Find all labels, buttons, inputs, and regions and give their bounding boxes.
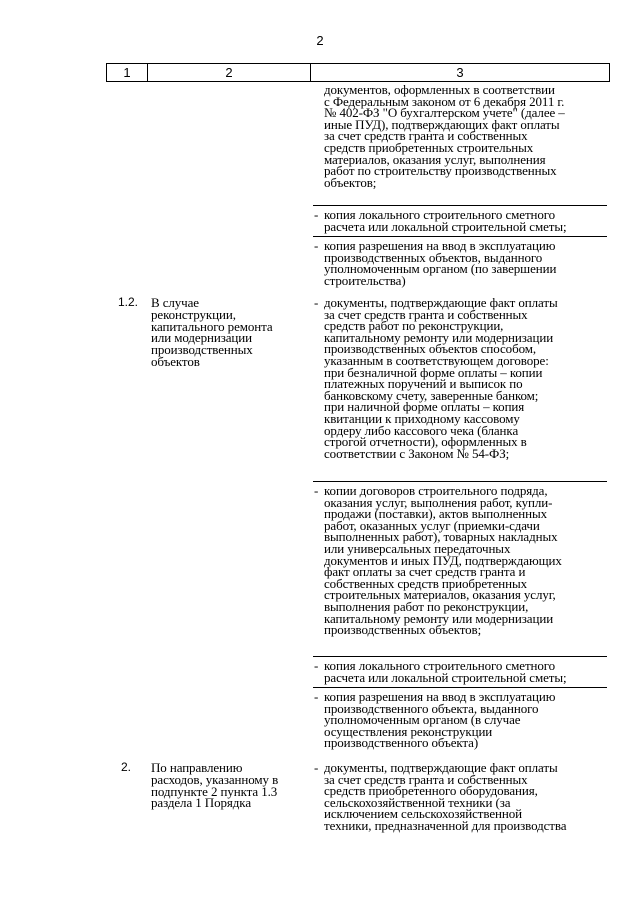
row-number: 2. bbox=[121, 760, 132, 774]
row-separator bbox=[313, 481, 607, 482]
bullet-dash: - bbox=[314, 760, 319, 775]
bullet-item: копии договоров строительного подряда, оказания услуг, выполнения работ, купли- продажи (поставки), актов выполненных работ, оказанных услуг (приемки-сдачи выполненных работ), товарных накладных или универсальных передаточных документов и иных ПУД, подтверждающих факт оплаты за счет средств гранта и собственных средств приобретенных строительных материалов, оказания услуг, выполнения работ по реконструкции, капитальному ремонту или модернизации производственных объектов; bbox=[324, 483, 562, 638]
bullet-dash: - bbox=[314, 295, 319, 310]
row-description: По направлению расходов, указанному в подпункте 2 пункта 1.3 раздела 1 Порядка bbox=[151, 760, 279, 811]
row-separator bbox=[313, 205, 607, 206]
bullet-dash: - bbox=[314, 658, 319, 673]
bullet-dash: - bbox=[314, 689, 319, 704]
bullet-dash: - bbox=[314, 483, 319, 498]
bullet-dash: - bbox=[314, 238, 319, 253]
bullet-item: копия локального строительного сметного расчета или локальной строительной сметы; bbox=[324, 658, 567, 685]
bullet-item: копия разрешения на ввод в эксплуатацию производственного объекта, выданного уполномоченным органом (в случае осуществления реконструкции производственного объекта) bbox=[324, 689, 556, 751]
row-description: В случае реконструкции, капитального ремонта или модернизации производственных объектов bbox=[151, 295, 273, 369]
column-header-3: 3 bbox=[310, 63, 610, 82]
bullet-item: документы, подтверждающие факт оплаты за счет средств гранта и собственных средств приобретенного оборудования, сельскохозяйственной техники (за исключением сельскохозяйственной техники, предназначенной для производства bbox=[324, 760, 567, 833]
bullet-item: копия локального строительного сметного расчета или локальной строительной сметы; bbox=[324, 207, 567, 234]
bullet-item: копия разрешения на ввод в эксплуатацию производственных объектов, выданного уполномоченным органом (по завершении строительства) bbox=[324, 238, 557, 288]
row-number: 1.2. bbox=[118, 295, 139, 309]
row-separator bbox=[313, 236, 607, 237]
bullet-dash: - bbox=[314, 207, 319, 222]
row-separator bbox=[313, 656, 607, 657]
bullet-item: документы, подтверждающие факт оплаты за счет средств гранта и собственных средств работ по реконструкции, капитальному ремонту или модернизации производственных объектов способом, указанным в соответствующем договоре: при безналичной форме оплаты – копии платежных поручений и выписок по банковскому счету, заверенные банком; при наличной форме оплаты – копия квитанции к приходному кассовому ордеру либо кассового чека (бланка строгой отчетности), оформленных в соответствии с Законом № 54-ФЗ; bbox=[324, 295, 558, 461]
page-number: 2 bbox=[316, 33, 324, 48]
column-header-2: 2 bbox=[147, 63, 311, 82]
continuation-text: документов, оформленных в соответствии с Федеральным законом от 6 декабря 2011 г. № 402-ФЗ "О бухгалтерском учете" (далее – иные ПУД), подтверждающих факт оплаты за счет средств гранта и собственных средств приобретенных строительных материалов, оказания услуг, выполнения работ по строительству производственных объектов; bbox=[324, 82, 565, 190]
column-header-1: 1 bbox=[106, 63, 148, 82]
row-separator bbox=[313, 687, 607, 688]
